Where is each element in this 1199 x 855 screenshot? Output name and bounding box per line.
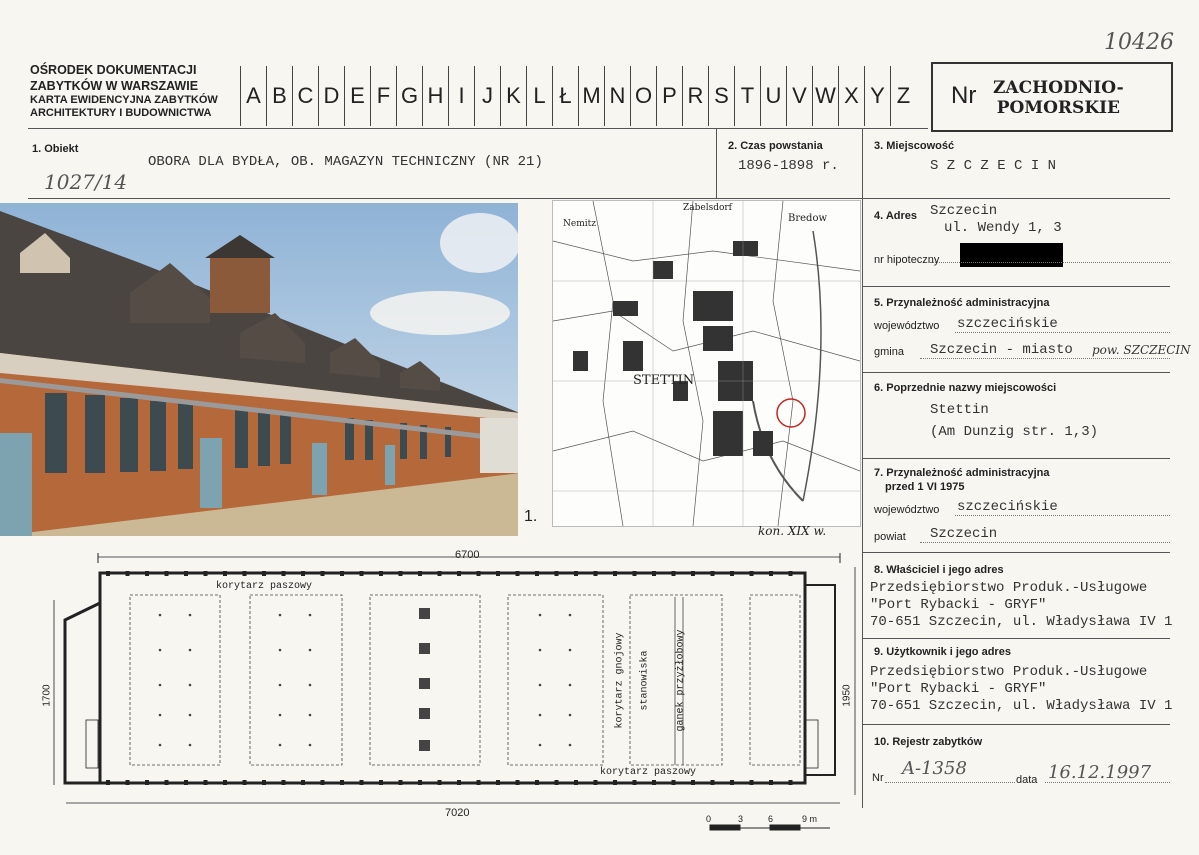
plan-window-bottom [340, 780, 344, 785]
dotted-rule [920, 358, 1170, 359]
plan-window-bottom [711, 780, 715, 785]
field9-line1: Przedsiębiorstwo Produk.-Usługowe [870, 664, 1148, 680]
field5-gmina-hand: pow. SZCZECIN [1092, 343, 1191, 357]
dotted-rule [955, 515, 1170, 516]
field7-label-line1: 7. Przynależność administracyjna [874, 467, 1050, 479]
plan-window-top [106, 571, 110, 576]
plan-window-top [594, 571, 598, 576]
plan-label-stanowiska: stanowiska [639, 650, 651, 711]
field4-line1: Szczecin [930, 203, 998, 219]
plan-window-top [223, 571, 227, 576]
plan-window-top [321, 571, 325, 576]
field7-woj-label: województwo [874, 504, 940, 516]
dotted-rule [885, 782, 1015, 783]
field10-label: 10. Rejestr zabytków [874, 736, 983, 748]
sub-line2: ARCHITEKTURY I BUDOWNICTWA [30, 107, 212, 119]
field10-nr-value: A-1358 [902, 758, 967, 779]
letter-index-item: D [318, 66, 344, 126]
plan-window-top [789, 571, 793, 576]
plan-window-top [652, 571, 656, 576]
letter-index-item: Z [890, 66, 916, 126]
divider [28, 198, 1170, 199]
divider [862, 458, 1170, 459]
plan-window-bottom [613, 780, 617, 785]
dotted-rule [955, 332, 1170, 333]
header-org [30, 62, 240, 120]
letter-index-item: J [474, 66, 500, 126]
letter-index-item: G [396, 66, 422, 126]
plan-window-bottom [652, 780, 656, 785]
dotted-rule [920, 542, 1170, 543]
plan-label-gnojowy: korytarz gnojowy [614, 632, 626, 729]
divider [862, 286, 1170, 287]
plan-window-bottom [204, 780, 208, 785]
field5-woj-label: województwo [874, 320, 940, 332]
letter-index-item: E [344, 66, 370, 126]
plan-window-bottom [418, 780, 422, 785]
letter-index-item: H [422, 66, 448, 126]
field4-line2: ul. Wendy 1, 3 [944, 220, 1062, 236]
plan-window-bottom [594, 780, 598, 785]
letter-index-item: R [682, 66, 708, 126]
letter-index-item: O [630, 66, 656, 126]
card-number: 10426 [1104, 30, 1174, 55]
photo-caption: 1. [524, 508, 538, 525]
sub-line1: KARTA EWIDENCYJNA ZABYTKÓW [30, 94, 218, 106]
plan-window-top [633, 571, 637, 576]
scale-9m: 9 m [802, 814, 818, 824]
map-label-stettin: STETTIN [633, 373, 695, 388]
floor-plan-drawing [40, 545, 860, 845]
plan-dim-right: 1950 [841, 684, 853, 707]
field9-label: 9. Użytkownik i jego adres [874, 646, 1011, 658]
field8-line1: Przedsiębiorstwo Produk.-Usługowe [870, 580, 1148, 596]
plan-window-top [711, 571, 715, 576]
field3-label: 3. Miejscowość [874, 140, 955, 152]
plan-window-bottom [496, 780, 500, 785]
field8-line2: "Port Rybacki - GRYF" [870, 597, 1047, 613]
hipoteczny-label: nr hipoteczny [874, 254, 940, 266]
historic-map [552, 200, 861, 527]
plan-label-bottom-corridor: korytarz paszowy [600, 767, 697, 778]
dotted-rule [1045, 782, 1170, 783]
letter-index-item: W [812, 66, 838, 126]
field3-value: S Z C Z E C I N [930, 158, 1057, 174]
plan-window-top [496, 571, 500, 576]
plan-window-bottom [145, 780, 149, 785]
plan-window-bottom [126, 780, 130, 785]
plan-window-bottom [477, 780, 481, 785]
divider [862, 638, 1170, 639]
letter-index-item: K [500, 66, 526, 126]
plan-window-bottom [672, 780, 676, 785]
floor-plan [40, 545, 860, 845]
letter-index-item: V [786, 66, 812, 126]
plan-window-top [574, 571, 578, 576]
region-name [993, 78, 1124, 118]
field7-label-line2: przed 1 VI 1975 [885, 481, 965, 493]
letter-index-item: A [240, 66, 266, 126]
field5-gmina-label: gmina [874, 346, 904, 358]
plan-window-top [145, 571, 149, 576]
header-rule [28, 128, 928, 129]
plan-dim-left: 1700 [41, 684, 53, 707]
field1-handwritten: 1027/14 [44, 170, 128, 194]
plan-window-top [399, 571, 403, 576]
plan-window-top [750, 571, 754, 576]
plan-window-top [360, 571, 364, 576]
plan-window-top [555, 571, 559, 576]
plan-window-top [282, 571, 286, 576]
letter-index-item: S [708, 66, 734, 126]
building-photo [0, 203, 518, 536]
plan-window-bottom [691, 780, 695, 785]
plan-window-bottom [223, 780, 227, 785]
field5-gmina-value: Szczecin - miasto [930, 342, 1073, 358]
plan-window-bottom [789, 780, 793, 785]
field6-line1: Stettin [930, 402, 989, 418]
redaction-box [960, 243, 1063, 267]
field8-label: 8. Właściciel i jego adres [874, 564, 1004, 576]
plan-window-bottom [769, 780, 773, 785]
plan-window-bottom [730, 780, 734, 785]
org-line1: OŚRODEK DOKUMENTACJI [30, 63, 197, 77]
field5-label: 5. Przynależność administracyjna [874, 297, 1050, 309]
divider [862, 128, 863, 808]
plan-window-bottom [282, 780, 286, 785]
plan-window-bottom [184, 780, 188, 785]
map-caption: kon. XIX w. [758, 524, 827, 538]
plan-window-bottom [106, 780, 110, 785]
field6-label: 6. Poprzednie nazwy miejscowości [874, 382, 1057, 394]
plan-dim-top: 6700 [455, 549, 480, 561]
plan-window-top [340, 571, 344, 576]
plan-window-top [301, 571, 305, 576]
plan-window-top [730, 571, 734, 576]
plan-window-bottom [555, 780, 559, 785]
plan-window-bottom [750, 780, 754, 785]
plan-window-top [204, 571, 208, 576]
plan-window-top [184, 571, 188, 576]
plan-window-top [672, 571, 676, 576]
plan-window-top [438, 571, 442, 576]
plan-window-top [691, 571, 695, 576]
map-label-nemitz: Nemitz [563, 219, 596, 229]
plan-window-bottom [379, 780, 383, 785]
map-label-zabelsdorf: Zabelsdorf [683, 203, 733, 213]
plan-window-bottom [243, 780, 247, 785]
letter-index-item: P [656, 66, 682, 126]
letter-index-item: X [838, 66, 864, 126]
plan-window-top [457, 571, 461, 576]
field5-woj-value: szczecińskie [957, 316, 1058, 332]
field7-woj-value: szczecińskie [957, 499, 1058, 515]
plan-window-top [613, 571, 617, 576]
plan-window-top [262, 571, 266, 576]
plan-window-top [535, 571, 539, 576]
plan-window-top [126, 571, 130, 576]
plan-window-bottom [301, 780, 305, 785]
scale-3: 3 [738, 814, 744, 824]
plan-window-bottom [535, 780, 539, 785]
plan-window-bottom [399, 780, 403, 785]
org-line2: ZABYTKÓW W WARSZAWIE [30, 79, 199, 93]
letter-index-item: T [734, 66, 760, 126]
field4-label: 4. Adres [874, 210, 918, 222]
plan-dim-bottom: 7020 [445, 807, 470, 819]
plan-window-bottom [262, 780, 266, 785]
plan-window-bottom [360, 780, 364, 785]
letter-index-item: Y [864, 66, 890, 126]
letter-index-item: I [448, 66, 474, 126]
letter-index-item: U [760, 66, 786, 126]
field9-line3: 70-651 Szczecin, ul. Władysława IV 1 [870, 698, 1173, 714]
plan-window-bottom [516, 780, 520, 785]
letter-index-item: Ł [552, 66, 578, 126]
region-line1: ZACHODNIO- [993, 78, 1124, 98]
region-box [931, 62, 1173, 132]
dotted-rule [930, 262, 1170, 263]
divider [862, 552, 1170, 553]
plan-label-ganek: ganek przyżłobowy [675, 629, 687, 732]
plan-window-bottom [633, 780, 637, 785]
plan-window-bottom [165, 780, 169, 785]
letter-index-item: N [604, 66, 630, 126]
plan-window-bottom [438, 780, 442, 785]
plan-window-top [769, 571, 773, 576]
letter-index-item: L [526, 66, 552, 126]
scale-6: 6 [768, 814, 774, 824]
letter-index-item: F [370, 66, 396, 126]
map-label-bredow: Bredow [788, 213, 828, 224]
field2-value: 1896-1898 r. [738, 158, 839, 174]
field10-nr-label: Nr [872, 772, 884, 784]
plan-window-top [477, 571, 481, 576]
plan-window-top [516, 571, 520, 576]
plan-window-top [379, 571, 383, 576]
divider [862, 372, 1170, 373]
plan-window-bottom [321, 780, 325, 785]
field1-label: 1. Obiekt [32, 143, 79, 155]
plan-label-top-corridor: korytarz paszowy [216, 581, 313, 592]
region-nr-label: Nr [951, 82, 977, 109]
field9-line2: "Port Rybacki - GRYF" [870, 681, 1047, 697]
letter-index-item: B [266, 66, 292, 126]
field1-value: OBORA DLA BYDŁA, OB. MAGAZYN TECHNICZNY (NR 21) [148, 154, 543, 170]
divider [862, 724, 1170, 725]
field2-label: 2. Czas powstania [728, 140, 823, 152]
letter-index-item: M [578, 66, 604, 126]
field7-powiat-value: Szczecin [930, 526, 998, 542]
field7-powiat-label: powiat [874, 531, 906, 543]
divider [716, 128, 717, 198]
plan-window-bottom [457, 780, 461, 785]
field8-line3: 70-651 Szczecin, ul. Władysława IV 1 [870, 614, 1173, 630]
plan-window-top [165, 571, 169, 576]
field10-data-label: data [1016, 774, 1038, 786]
plan-window-top [418, 571, 422, 576]
region-line2: POMORSKIE [996, 98, 1121, 118]
scale-0: 0 [706, 814, 712, 824]
letter-index-item: C [292, 66, 318, 126]
field6-line2: (Am Dunzig str. 1,3) [930, 424, 1099, 440]
plan-window-top [243, 571, 247, 576]
field10-data-value: 16.12.1997 [1048, 762, 1152, 783]
plan-window-bottom [574, 780, 578, 785]
